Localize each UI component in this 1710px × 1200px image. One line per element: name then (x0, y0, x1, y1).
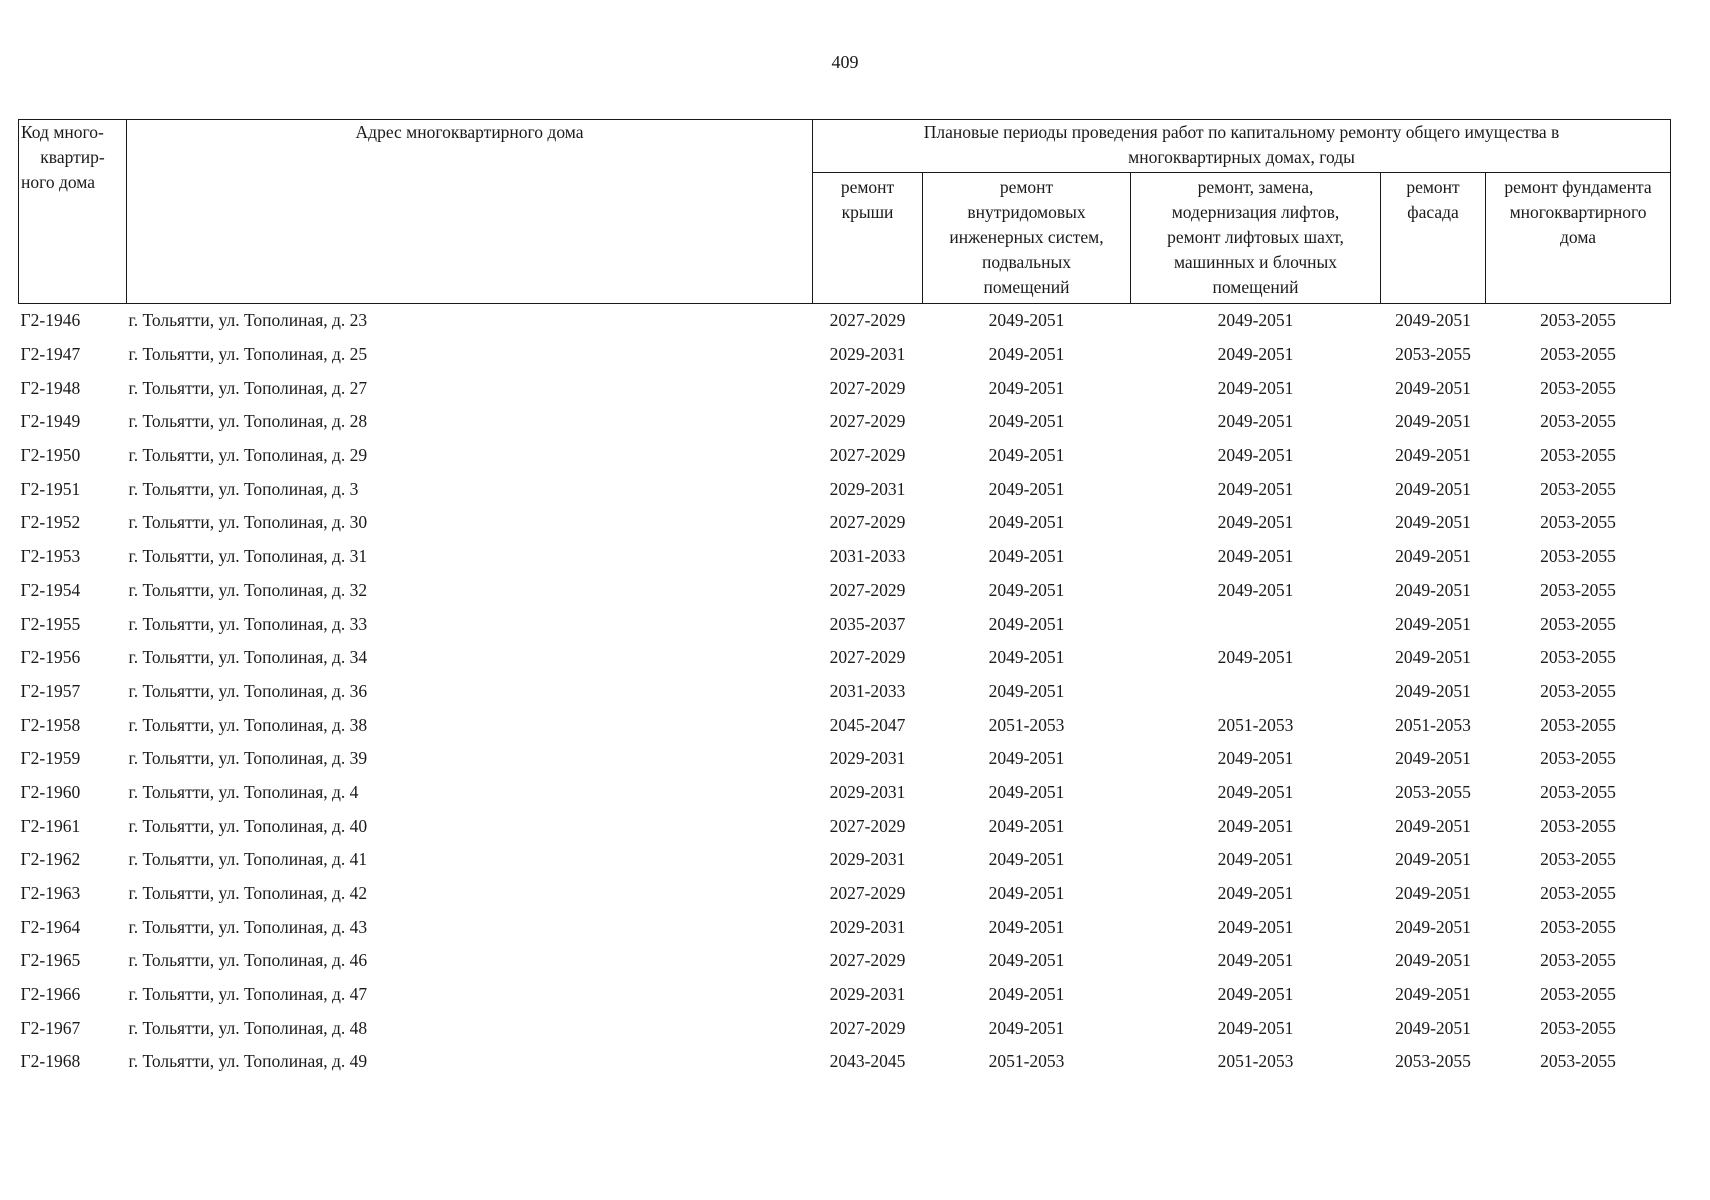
cell-address: г. Тольятти, ул. Тополиная, д. 34 (128, 647, 368, 668)
page-number: 409 (831, 52, 859, 72)
cell-roof: 2027-2029 (829, 512, 906, 533)
table-row (19, 607, 1671, 641)
cell-code: Г2-1965 (20, 950, 81, 971)
header-lifts-line: машинных и блочных (1173, 252, 1338, 272)
cell-foundation: 2053-2055 (1540, 411, 1616, 432)
cell-lifts: 2049-2051 (1217, 883, 1294, 904)
table-row (19, 1045, 1671, 1079)
header-code (19, 120, 127, 304)
cell-address: г. Тольятти, ул. Тополиная, д. 33 (128, 613, 368, 634)
cell-code: Г2-1958 (20, 714, 81, 735)
cell-roof: 2031-2033 (829, 546, 906, 567)
cell-systems: 2049-2051 (988, 1017, 1065, 1038)
header-lifts-line: модернизация лифтов, (1171, 202, 1340, 222)
header-systems-line: помещений (983, 277, 1070, 297)
cell-address: г. Тольятти, ул. Тополиная, д. 38 (128, 714, 368, 735)
cell-roof: 2029-2031 (829, 849, 906, 870)
table-row (19, 675, 1671, 709)
header-facade-line: фасада (1407, 202, 1459, 222)
table-row (19, 708, 1671, 742)
cell-lifts: 2049-2051 (1217, 916, 1294, 937)
cell-code: Г2-1955 (20, 613, 81, 634)
cell-address: г. Тольятти, ул. Тополиная, д. 39 (128, 748, 368, 769)
cell-foundation: 2053-2055 (1540, 647, 1616, 668)
cell-systems: 2049-2051 (988, 478, 1065, 499)
cell-systems: 2049-2051 (988, 916, 1065, 937)
cell-systems: 2049-2051 (988, 781, 1065, 802)
cell-foundation: 2053-2055 (1540, 916, 1616, 937)
header-foundation-line: многоквартирного (1509, 202, 1647, 222)
cell-code: Г2-1967 (20, 1017, 81, 1038)
header-lifts-line: ремонт, замена, (1197, 177, 1314, 197)
table-row (19, 439, 1671, 473)
cell-foundation: 2053-2055 (1540, 310, 1616, 331)
table-row (19, 877, 1671, 911)
header-facade-line: ремонт (1406, 177, 1460, 197)
cell-lifts: 2049-2051 (1217, 512, 1294, 533)
cell-foundation: 2053-2055 (1540, 377, 1616, 398)
cell-facade: 2049-2051 (1395, 1017, 1471, 1038)
cell-code: Г2-1953 (20, 546, 81, 567)
cell-facade: 2049-2051 (1395, 445, 1471, 466)
cell-code: Г2-1948 (20, 377, 81, 398)
table-row (19, 1011, 1671, 1045)
header-systems (923, 173, 1131, 304)
cell-foundation: 2053-2055 (1540, 1017, 1616, 1038)
cell-roof: 2027-2029 (829, 815, 906, 836)
cell-facade: 2049-2051 (1395, 680, 1471, 701)
table-row (19, 472, 1671, 506)
table-row (19, 776, 1671, 810)
cell-facade: 2049-2051 (1395, 377, 1471, 398)
cell-systems: 2049-2051 (988, 579, 1065, 600)
cell-systems: 2049-2051 (988, 310, 1065, 331)
table-header (19, 120, 1671, 304)
cell-systems: 2049-2051 (988, 849, 1065, 870)
cell-roof: 2029-2031 (829, 781, 906, 802)
cell-foundation: 2053-2055 (1540, 883, 1616, 904)
cell-code: Г2-1960 (20, 781, 81, 802)
cell-foundation: 2053-2055 (1540, 984, 1616, 1005)
cell-lifts (1131, 675, 1381, 709)
table-row (19, 304, 1671, 338)
cell-address: г. Тольятти, ул. Тополиная, д. 40 (128, 815, 368, 836)
cell-code: Г2-1954 (20, 579, 81, 600)
cell-address: г. Тольятти, ул. Тополиная, д. 43 (128, 916, 368, 937)
cell-roof: 2029-2031 (829, 478, 906, 499)
cell-facade: 2049-2051 (1395, 883, 1471, 904)
cell-lifts: 2051-2053 (1217, 714, 1294, 735)
cell-lifts: 2049-2051 (1217, 344, 1294, 365)
cell-code: Г2-1956 (20, 647, 81, 668)
cell-roof: 2029-2031 (829, 344, 906, 365)
cell-code: Г2-1964 (20, 916, 81, 937)
cell-address: г. Тольятти, ул. Тополиная, д. 28 (128, 411, 368, 432)
cell-address: г. Тольятти, ул. Тополиная, д. 46 (128, 950, 368, 971)
cell-roof: 2031-2033 (829, 680, 906, 701)
cell-lifts: 2049-2051 (1217, 815, 1294, 836)
header-systems-line: подвальных (981, 252, 1072, 272)
cell-address: г. Тольятти, ул. Тополиная, д. 32 (128, 579, 368, 600)
cell-roof: 2035-2037 (829, 613, 906, 634)
table-row (19, 978, 1671, 1012)
header-roof-line: крыши (841, 202, 894, 222)
cell-facade: 2049-2051 (1395, 916, 1471, 937)
table-row (19, 506, 1671, 540)
cell-address: г. Тольятти, ул. Тополиная, д. 27 (128, 377, 368, 398)
cell-facade: 2049-2051 (1395, 310, 1471, 331)
cell-roof: 2027-2029 (829, 377, 906, 398)
cell-facade: 2049-2051 (1395, 512, 1471, 533)
cell-address: г. Тольятти, ул. Тополиная, д. 31 (128, 546, 368, 567)
cell-lifts: 2049-2051 (1217, 748, 1294, 769)
cell-systems: 2049-2051 (988, 748, 1065, 769)
cell-foundation: 2053-2055 (1540, 748, 1616, 769)
cell-lifts: 2049-2051 (1217, 647, 1294, 668)
cell-address: г. Тольятти, ул. Тополиная, д. 49 (128, 1051, 368, 1072)
cell-roof: 2029-2031 (829, 748, 906, 769)
header-foundation-line: ремонт фундамента (1504, 177, 1652, 197)
table-row (19, 843, 1671, 877)
cell-facade: 2049-2051 (1395, 546, 1471, 567)
cell-lifts: 2049-2051 (1217, 950, 1294, 971)
cell-foundation: 2053-2055 (1540, 680, 1616, 701)
cell-address: г. Тольятти, ул. Тополиная, д. 42 (128, 883, 368, 904)
table-row (19, 540, 1671, 574)
cell-roof: 2027-2029 (829, 950, 906, 971)
cell-facade: 2049-2051 (1395, 647, 1471, 668)
cell-facade: 2049-2051 (1395, 984, 1471, 1005)
header-code-line: Код много- (21, 122, 104, 142)
cell-lifts: 2049-2051 (1217, 478, 1294, 499)
cell-systems: 2049-2051 (988, 445, 1065, 466)
cell-lifts: 2049-2051 (1217, 377, 1294, 398)
cell-roof: 2027-2029 (829, 310, 906, 331)
cell-lifts: 2049-2051 (1217, 579, 1294, 600)
cell-code: Г2-1962 (20, 849, 81, 870)
header-lifts-line: помещений (1212, 277, 1299, 297)
cell-address: г. Тольятти, ул. Тополиная, д. 47 (128, 984, 368, 1005)
cell-code: Г2-1957 (20, 680, 81, 701)
cell-address: г. Тольятти, ул. Тополиная, д. 3 (128, 478, 359, 499)
header-systems-line: инженерных систем, (949, 227, 1104, 247)
cell-roof: 2027-2029 (829, 445, 906, 466)
cell-foundation: 2053-2055 (1540, 512, 1616, 533)
table-row (19, 944, 1671, 978)
cell-systems: 2049-2051 (988, 680, 1065, 701)
cell-facade: 2049-2051 (1395, 815, 1471, 836)
cell-facade: 2053-2055 (1395, 1051, 1471, 1072)
cell-lifts: 2049-2051 (1217, 310, 1294, 331)
cell-systems: 2049-2051 (988, 344, 1065, 365)
cell-roof: 2027-2029 (829, 579, 906, 600)
cell-systems: 2049-2051 (988, 546, 1065, 567)
cell-facade: 2053-2055 (1395, 781, 1471, 802)
cell-systems: 2049-2051 (988, 647, 1065, 668)
table-row (19, 405, 1671, 439)
cell-roof: 2029-2031 (829, 984, 906, 1005)
header-foundation (1486, 173, 1671, 304)
cell-foundation: 2053-2055 (1540, 1051, 1616, 1072)
cell-code: Г2-1952 (20, 512, 81, 533)
cell-address: г. Тольятти, ул. Тополиная, д. 29 (128, 445, 368, 466)
table-row (19, 809, 1671, 843)
cell-systems: 2049-2051 (988, 512, 1065, 533)
cell-roof: 2027-2029 (829, 883, 906, 904)
cell-systems: 2051-2053 (988, 714, 1065, 735)
cell-code: Г2-1963 (20, 883, 81, 904)
cell-address: г. Тольятти, ул. Тополиная, д. 23 (128, 310, 368, 331)
cell-foundation: 2053-2055 (1540, 714, 1616, 735)
header-periods-line: Плановые периоды проведения работ по капитальному ремонту общего имущества в (923, 122, 1560, 142)
cell-roof: 2045-2047 (829, 714, 906, 735)
cell-systems: 2049-2051 (988, 883, 1065, 904)
cell-code: Г2-1946 (20, 310, 81, 331)
cell-foundation: 2053-2055 (1540, 849, 1616, 870)
table-row (19, 338, 1671, 372)
cell-lifts: 2049-2051 (1217, 849, 1294, 870)
cell-facade: 2053-2055 (1395, 344, 1471, 365)
cell-roof: 2027-2029 (829, 647, 906, 668)
cell-foundation: 2053-2055 (1540, 950, 1616, 971)
cell-address: г. Тольятти, ул. Тополиная, д. 4 (128, 781, 359, 802)
cell-systems: 2049-2051 (988, 950, 1065, 971)
table-row (19, 574, 1671, 608)
cell-lifts: 2049-2051 (1217, 411, 1294, 432)
cell-facade: 2049-2051 (1395, 613, 1471, 634)
cell-code: Г2-1950 (20, 445, 81, 466)
cell-facade: 2049-2051 (1395, 748, 1471, 769)
cell-foundation: 2053-2055 (1540, 546, 1616, 567)
cell-facade: 2049-2051 (1395, 950, 1471, 971)
cell-foundation: 2053-2055 (1540, 344, 1616, 365)
cell-roof: 2043-2045 (829, 1051, 906, 1072)
cell-roof: 2029-2031 (829, 916, 906, 937)
cell-address: г. Тольятти, ул. Тополиная, д. 36 (128, 680, 368, 701)
cell-facade: 2049-2051 (1395, 849, 1471, 870)
cell-roof: 2027-2029 (829, 1017, 906, 1038)
table-row (19, 742, 1671, 776)
cell-address: г. Тольятти, ул. Тополиная, д. 48 (128, 1017, 368, 1038)
cell-foundation: 2053-2055 (1540, 579, 1616, 600)
table-body (19, 304, 1671, 1079)
cell-address: г. Тольятти, ул. Тополиная, д. 30 (128, 512, 368, 533)
cell-address: г. Тольятти, ул. Тополиная, д. 25 (128, 344, 368, 365)
cell-address: г. Тольятти, ул. Тополиная, д. 41 (128, 849, 368, 870)
cell-facade: 2049-2051 (1395, 579, 1471, 600)
cell-systems: 2049-2051 (988, 377, 1065, 398)
cell-lifts: 2049-2051 (1217, 984, 1294, 1005)
header-systems-line: ремонт (999, 177, 1054, 197)
header-code-line: ного дома (21, 172, 96, 192)
cell-systems: 2049-2051 (988, 613, 1065, 634)
table-row (19, 371, 1671, 405)
table-row (19, 641, 1671, 675)
cell-facade: 2051-2053 (1395, 714, 1471, 735)
cell-code: Г2-1959 (20, 748, 81, 769)
cell-code: Г2-1961 (20, 815, 81, 836)
cell-systems: 2049-2051 (988, 984, 1065, 1005)
cell-foundation: 2053-2055 (1540, 478, 1616, 499)
cell-roof: 2027-2029 (829, 411, 906, 432)
cell-lifts: 2049-2051 (1217, 781, 1294, 802)
cell-code: Г2-1968 (20, 1051, 81, 1072)
cell-foundation: 2053-2055 (1540, 445, 1616, 466)
capital-repair-table (18, 119, 1671, 1079)
cell-lifts: 2049-2051 (1217, 546, 1294, 567)
header-lifts (1131, 173, 1381, 304)
cell-code: Г2-1966 (20, 984, 81, 1005)
cell-foundation: 2053-2055 (1540, 815, 1616, 836)
cell-systems: 2049-2051 (988, 815, 1065, 836)
header-roof (813, 173, 923, 304)
cell-foundation: 2053-2055 (1540, 781, 1616, 802)
header-periods (813, 120, 1671, 173)
cell-lifts: 2049-2051 (1217, 1017, 1294, 1038)
cell-facade: 2049-2051 (1395, 478, 1471, 499)
cell-lifts: 2049-2051 (1217, 445, 1294, 466)
header-systems-line: внутридомовых (967, 202, 1086, 222)
cell-foundation: 2053-2055 (1540, 613, 1616, 634)
cell-systems: 2051-2053 (988, 1051, 1065, 1072)
header-address: Адрес многоквартирного дома (127, 120, 813, 304)
table-row (19, 910, 1671, 944)
cell-lifts (1131, 607, 1381, 641)
cell-lifts: 2051-2053 (1217, 1051, 1294, 1072)
cell-systems: 2049-2051 (988, 411, 1065, 432)
header-periods-line: многоквартирных домах, годы (1128, 147, 1355, 167)
cell-code: Г2-1951 (20, 478, 81, 499)
cell-code: Г2-1949 (20, 411, 81, 432)
header-foundation-line: дома (1560, 227, 1597, 247)
header-code-line: квартир- (40, 147, 105, 167)
header-facade (1381, 173, 1486, 304)
cell-facade: 2049-2051 (1395, 411, 1471, 432)
cell-code: Г2-1947 (20, 344, 81, 365)
header-roof-line: ремонт (840, 177, 895, 197)
header-lifts-line: ремонт лифтовых шахт, (1167, 227, 1344, 247)
